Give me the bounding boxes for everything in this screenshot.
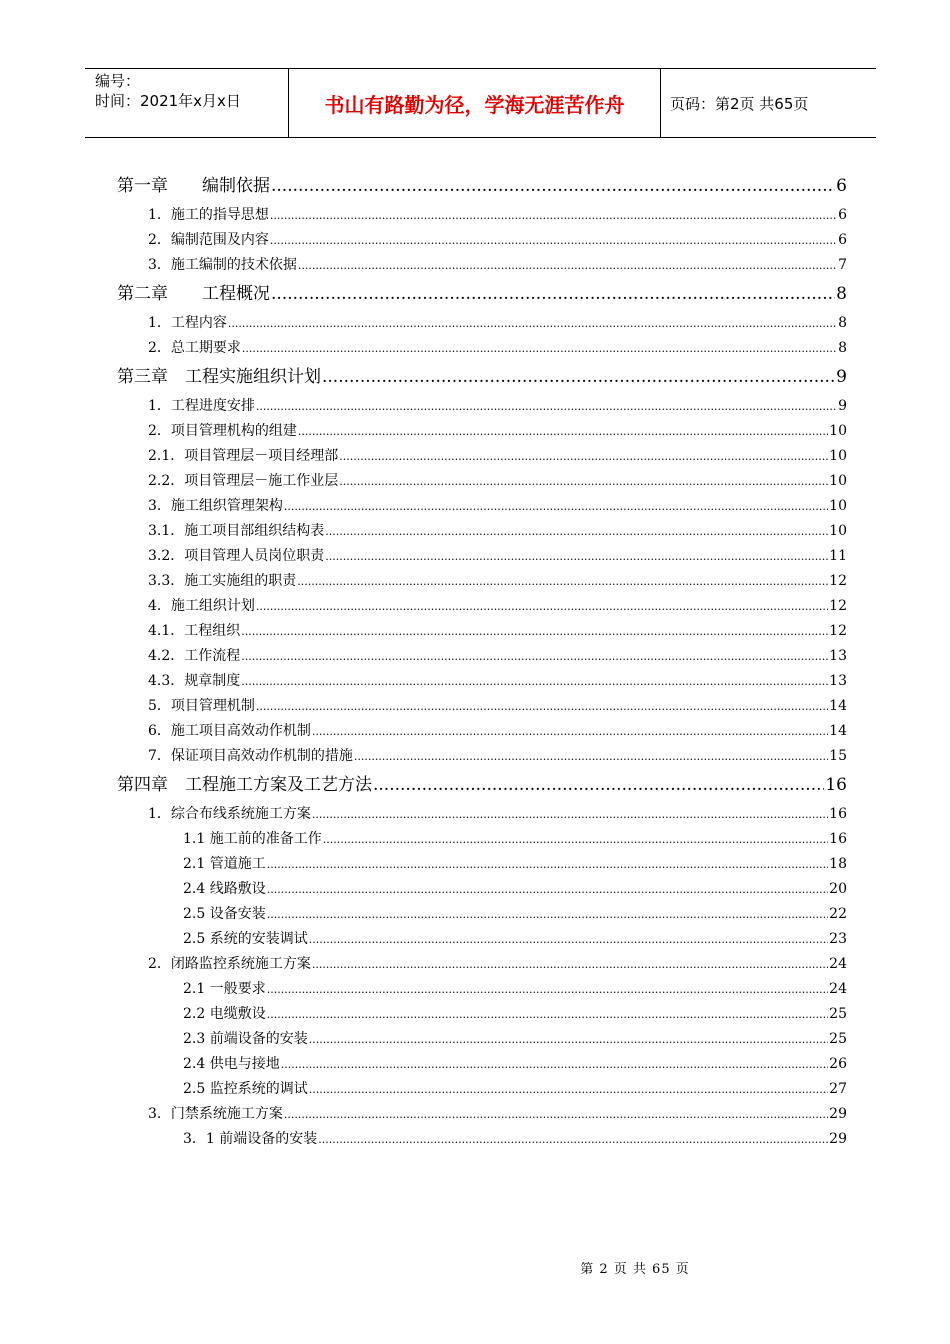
toc-leader-dots	[281, 1058, 828, 1071]
toc-entry[interactable]	[148, 695, 847, 715]
toc-title: 2.5 设备安装	[183, 906, 266, 922]
toc-page-number: 9	[836, 367, 847, 387]
toc-leader-dots	[284, 1108, 828, 1121]
toc-title: 2.1 一般要求	[183, 981, 266, 997]
toc-leader-dots	[267, 883, 828, 896]
toc-entry[interactable]	[148, 312, 847, 332]
toc-title: 2．闭路监控系统施工方案	[148, 956, 311, 972]
toc-page-number: 8	[838, 315, 847, 331]
toc-entry[interactable]	[148, 229, 847, 249]
toc-page-number: 12	[829, 573, 847, 589]
toc-entry[interactable]	[183, 878, 847, 898]
toc-title: 2．编制范围及内容	[148, 232, 269, 248]
number-label: 编号：	[95, 72, 141, 90]
toc-entry[interactable]	[148, 470, 847, 490]
toc-page-number: 15	[829, 748, 847, 764]
toc-entry[interactable]	[148, 254, 847, 274]
toc-entry[interactable]	[148, 495, 847, 515]
toc-leader-dots	[267, 983, 828, 996]
toc-leader-dots	[242, 342, 837, 355]
toc-leader-dots	[298, 425, 828, 438]
toc-leader-dots	[271, 284, 835, 304]
toc-entry[interactable]	[183, 828, 847, 848]
toc-title: 2.2 电缆敷设	[183, 1006, 266, 1022]
toc-title: 1．综合布线系统施工方案	[148, 806, 311, 822]
toc-leader-dots	[256, 600, 828, 613]
toc-page-number: 6	[838, 207, 847, 223]
toc-page-number: 27	[829, 1081, 847, 1097]
toc-title: 7．保证项目高效动作机制的措施	[148, 748, 353, 764]
toc-leader-dots	[309, 1083, 828, 1096]
toc-leader-dots	[312, 808, 828, 821]
toc-leader-dots	[270, 209, 837, 222]
toc-title: 2.1 管道施工	[183, 856, 266, 872]
toc-title: 3．1 前端设备的安装	[183, 1131, 318, 1147]
toc-entry[interactable]	[148, 595, 847, 615]
toc-leader-dots	[354, 750, 828, 763]
toc-title: 1．工程进度安排	[148, 398, 255, 414]
toc-title: 第三章 工程实施组织计划	[117, 367, 321, 387]
toc-entry[interactable]	[148, 645, 847, 665]
toc-title: 2.4 线路敷设	[183, 881, 266, 897]
toc-entry[interactable]	[148, 204, 847, 224]
toc-title: 4.3．规章制度	[148, 673, 241, 689]
toc-chapter[interactable]	[117, 279, 847, 303]
toc-leader-dots	[309, 933, 828, 946]
toc-leader-dots	[256, 400, 837, 413]
toc-page-number: 12	[829, 623, 847, 639]
toc-entry[interactable]	[148, 745, 847, 765]
toc-entry[interactable]	[183, 928, 847, 948]
toc-page-number: 24	[829, 956, 847, 972]
toc-title: 第一章 编制依据	[117, 176, 270, 196]
toc-leader-dots	[298, 259, 837, 272]
toc-page-number: 11	[829, 548, 847, 564]
toc-leader-dots	[322, 367, 835, 387]
toc-title: 3.3．施工实施组的职责	[148, 573, 297, 589]
toc-page-number: 9	[838, 398, 847, 414]
toc-title: 2.3 前端设备的安装	[183, 1031, 308, 1047]
toc-page-number: 12	[829, 598, 847, 614]
toc-entry[interactable]	[148, 395, 847, 415]
toc-title: 2.5 系统的安装调试	[183, 931, 308, 947]
toc-title: 1.1 施工前的准备工作	[183, 831, 322, 847]
toc-entry[interactable]	[183, 1078, 847, 1098]
toc-entry[interactable]	[148, 953, 847, 973]
header-page-label: 页码：第2页 共65页	[670, 94, 809, 113]
toc-page-number: 8	[836, 284, 847, 304]
toc-title: 4.2．工作流程	[148, 648, 241, 664]
toc-page-number: 22	[829, 906, 847, 922]
toc-page-number: 23	[829, 931, 847, 947]
toc-title: 第四章 工程施工方案及工艺方法	[117, 775, 372, 795]
toc-entry[interactable]	[183, 1028, 847, 1048]
toc-page-number: 10	[829, 448, 847, 464]
toc-page-number: 25	[829, 1006, 847, 1022]
toc-page-number: 26	[829, 1056, 847, 1072]
toc-page-number: 29	[829, 1106, 847, 1122]
toc-entry[interactable]	[148, 520, 847, 540]
toc-page-number: 25	[829, 1031, 847, 1047]
toc-title: 3．施工编制的技术依据	[148, 257, 297, 273]
toc-leader-dots	[325, 525, 828, 538]
toc-page-number: 13	[829, 673, 847, 689]
toc-entry[interactable]	[148, 1103, 847, 1123]
toc-page-number: 13	[829, 648, 847, 664]
toc-page-number: 8	[838, 340, 847, 356]
toc-leader-dots	[267, 858, 828, 871]
toc-title: 2．总工期要求	[148, 340, 241, 356]
toc-leader-dots	[267, 908, 828, 921]
toc-page-number: 10	[829, 423, 847, 439]
toc-leader-dots	[267, 1008, 828, 1021]
toc-entry[interactable]	[148, 803, 847, 823]
toc-leader-dots	[271, 176, 835, 196]
toc-page-number: 29	[829, 1131, 847, 1147]
toc-page-number: 10	[829, 498, 847, 514]
toc-title: 3.2．项目管理人员岗位职责	[148, 548, 325, 564]
toc-leader-dots	[339, 450, 828, 463]
toc-page-number: 10	[829, 523, 847, 539]
toc-title: 1．工程内容	[148, 315, 227, 331]
header-meta	[85, 69, 288, 137]
toc-page-number: 16	[829, 806, 847, 822]
toc-page-number: 16	[825, 775, 847, 795]
toc-entry[interactable]	[148, 620, 847, 640]
toc-leader-dots	[228, 317, 837, 330]
toc-title: 2.5 监控系统的调试	[183, 1081, 308, 1097]
toc-entry[interactable]	[183, 853, 847, 873]
toc-page-number: 16	[829, 831, 847, 847]
toc-entry[interactable]	[183, 1003, 847, 1023]
toc-leader-dots	[312, 958, 828, 971]
toc-leader-dots	[339, 475, 828, 488]
toc-entry[interactable]	[148, 445, 847, 465]
toc-leader-dots	[256, 700, 828, 713]
toc-entry[interactable]	[148, 670, 847, 690]
toc-leader-dots	[284, 500, 828, 513]
toc-entry[interactable]	[183, 978, 847, 998]
toc-leader-dots	[323, 833, 828, 846]
toc-entry[interactable]	[183, 1128, 847, 1148]
toc-chapter[interactable]	[117, 362, 847, 386]
toc-leader-dots	[270, 234, 837, 247]
toc-leader-dots	[325, 550, 828, 563]
toc-page-number: 24	[829, 981, 847, 997]
toc-page-number: 7	[838, 257, 847, 273]
toc-page-number: 10	[829, 473, 847, 489]
page-footer: 第 2 页 共 65 页	[580, 1262, 690, 1277]
page-header	[85, 68, 876, 138]
toc-title: 5．项目管理机制	[148, 698, 255, 714]
toc-leader-dots	[241, 625, 828, 638]
toc-title: 3．门禁系统施工方案	[148, 1106, 283, 1122]
toc-title: 2.4 供电与接地	[183, 1056, 280, 1072]
toc-leader-dots	[309, 1033, 828, 1046]
toc-leader-dots	[312, 725, 828, 738]
toc-title: 2.1．项目管理层－项目经理部	[148, 448, 339, 464]
toc-title: 4．施工组织计划	[148, 598, 255, 614]
toc-entry[interactable]	[148, 545, 847, 565]
toc-title: 6．施工项目高效动作机制	[148, 723, 311, 739]
toc-title: 3.1．施工项目部组织结构表	[148, 523, 325, 539]
toc-leader-dots	[241, 675, 828, 688]
toc-page-number: 14	[829, 723, 847, 739]
toc-title: 第二章 工程概况	[117, 284, 270, 304]
toc-leader-dots	[241, 650, 828, 663]
toc-entry[interactable]	[183, 1053, 847, 1073]
toc-title: 2．项目管理机构的组建	[148, 423, 297, 439]
toc-page-number: 18	[829, 856, 847, 872]
toc-leader-dots	[318, 1133, 828, 1146]
header-motto: 书山有路勤为径，学海无涯苦作舟	[288, 69, 661, 137]
toc-entry[interactable]	[148, 570, 847, 590]
toc-title: 1．施工的指导思想	[148, 207, 269, 223]
toc-entry[interactable]	[148, 720, 847, 740]
toc-chapter[interactable]	[117, 171, 847, 195]
toc-leader-dots	[373, 775, 824, 795]
toc-title: 3．施工组织管理架构	[148, 498, 283, 514]
toc-title: 4.1．工程组织	[148, 623, 241, 639]
toc-entry[interactable]	[148, 420, 847, 440]
toc-page-number: 6	[838, 232, 847, 248]
toc-page-number: 14	[829, 698, 847, 714]
toc-entry[interactable]	[148, 337, 847, 357]
time-label: 时间：2021年x月x日	[95, 92, 241, 110]
toc-page-number: 6	[836, 176, 847, 196]
toc-chapter[interactable]	[117, 770, 847, 794]
toc-entry[interactable]	[183, 903, 847, 923]
toc-title: 2.2．项目管理层－施工作业层	[148, 473, 339, 489]
toc-page-number: 20	[829, 881, 847, 897]
toc-leader-dots	[297, 575, 828, 588]
